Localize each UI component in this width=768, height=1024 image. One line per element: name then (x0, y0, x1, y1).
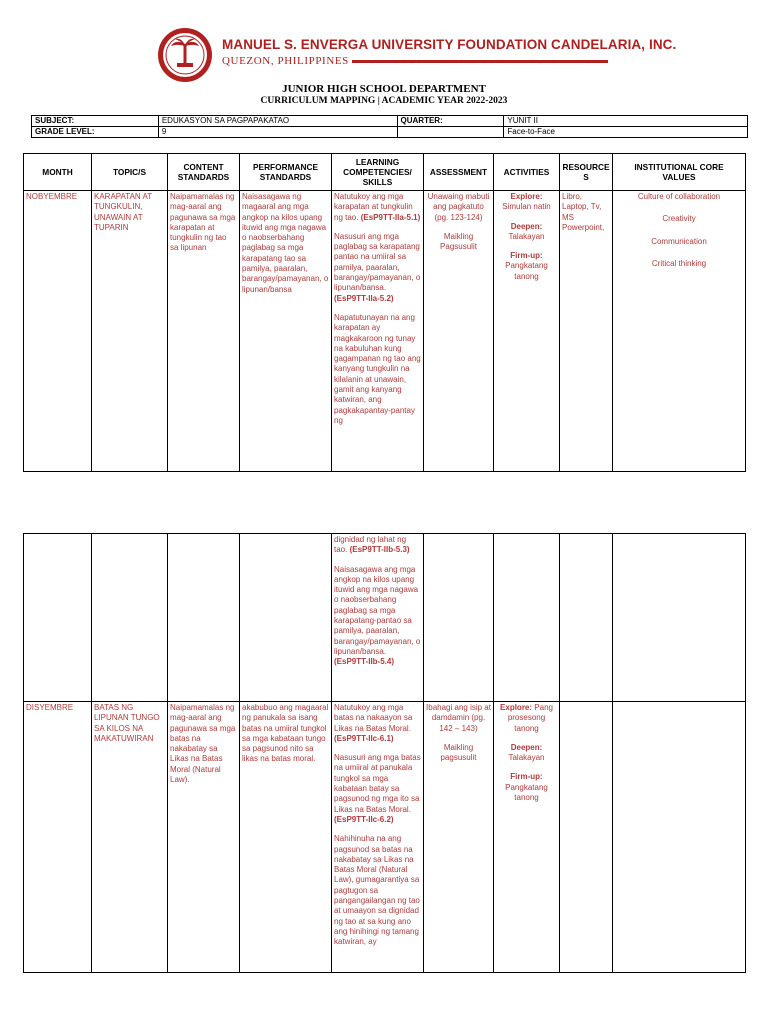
col-resources: RESOURCE S (560, 154, 613, 191)
resources-cell: Libro, Laptop, Tv, MS Powerpoint, (560, 191, 613, 472)
curriculum-table-part2 (23, 533, 746, 973)
topic-cell: KARAPATAN AT TUNGKULIN, UNAWAIN AT TUPARIN (92, 191, 168, 472)
learning-competency-cell: Natutukoy ang mga batas na nakaayon sa Likas na Batas Moral. (EsP9TT-IIc-6.1) Nasusuri ang mga batas na umiiral at panukala tungkol sa mga kabataan batay sa pagsunod ng mga ito sa Likas na Batas Moral. (EsP9TT-IIc-6.2) Nahihinuha na ang pagsunod sa batas na nakabatay sa Likas na Batas Moral (Natural Law), gumagarantiya sa pagtugon sa pangangailangan ng tao at umaayon sa dignidad ng tao at sa kung ano ang hinihingi ng tamang katwiran, ay (332, 702, 424, 973)
grade-label: GRADE LEVEL: (32, 127, 159, 138)
activities-cell: Explore: Simulan natin Deepen: Talakayan Firm-up: Pangkatang tanong (494, 191, 560, 472)
core-values-cell: Culture of collaboration Creativity Communication Critical thinking (613, 191, 746, 472)
curriculum-mapping-title: CURRICULUM MAPPING | ACADEMIC YEAR 2022-2023 (260, 96, 508, 106)
header-divider (352, 60, 608, 63)
col-activities: ACTIVITIES (494, 154, 560, 191)
subject-label: SUBJECT: (32, 116, 159, 127)
col-performance-standards: PERFORMANCE STANDARDS (240, 154, 332, 191)
quarter-label: QUARTER: (397, 116, 504, 127)
performance-standard-cell: Naisasagawa ng magaaral ang mga angkop na kilos upang ituwid ang mga nagawa o naobserbahang paglabag sa mga karapatang tao sa pamilya, paaralan, barangay/pamayanan, o lipunan/bansa (240, 191, 332, 472)
quarter-value: YUNIT II (504, 116, 748, 127)
grade-value: 9 (158, 127, 397, 138)
assessment-cell: Ibahagi ang isip at damdamin (pg. 142 – 143) Maikling pagsusulit (424, 702, 494, 973)
empty-cell (397, 127, 504, 138)
content-standard-cell: Naipamamalas ng mag-aaral ang pagunawa sa mga batas na nakabatay sa Likas na Batas Moral (Natural Law). (168, 702, 240, 973)
col-learning-competencies: LEARNING COMPETENCIES/ SKILLS (332, 154, 424, 191)
university-location: QUEZON, PHILIPPINES (222, 55, 349, 67)
info-table (31, 115, 748, 138)
performance-standard-cell: akabubuo ang magaaral ng panukala sa isang batas na umiiral tungkol sa mga kabataan tungo sa pagsunod nito sa likas na batas moral. (240, 702, 332, 973)
month-cell: NOBYEMBRE (24, 191, 92, 472)
col-core-values: INSTITUTIONAL CORE VALUES (613, 154, 746, 191)
col-assessment: ASSESSMENT (424, 154, 494, 191)
col-month: MONTH (24, 154, 92, 191)
activities-cell: Explore: Pang prosesong tanong Deepen: Talakayan Firm-up: Pangkatang tanong (494, 702, 560, 973)
learning-competency-cell: Natutukoy ang mga karapatan at tungkulin ng tao. (EsP9TT-IIa-5.1) Nasusuri ang mga paglabag sa karapatang pantao na umiiral sa pamilya, paaralan, barangay/pamayanan, o lipunan/bansa. (EsP9TT-IIa-5.2) Napatutunayan na ang karapatan ay magkakaroon ng tunay na kabuluhan kung gagampanan ng tao ang kanyang tungkulin na kilalanin at unawain, gamit ang kanyang katwiran, ang pagkakapantay-pantay ng (332, 191, 424, 472)
topic-cell: BATAS NG LIPUNAN TUNGO SA KILOS NA MAKATUWIRAN (92, 702, 168, 973)
table-row-nobyembre (24, 191, 746, 472)
curriculum-table-part1 (23, 153, 746, 472)
month-cell: DISYEMBRE (24, 702, 92, 973)
col-content-standards: CONTENT STANDARDS (168, 154, 240, 191)
subject-value: EDUKASYON SA PAGPAPAKATAO (158, 116, 397, 127)
modality-value: Face-to-Face (504, 127, 748, 138)
assessment-cell: Unawaing mabuti ang pagkatuto (pg. 123-124) Maikling Pagsusulit (424, 191, 494, 472)
university-seal-logo (157, 27, 213, 83)
department-title: JUNIOR HIGH SCHOOL DEPARTMENT (282, 83, 486, 95)
learning-competency-cell: dignidad ng lahat ng tao. (EsP9TT-IIb-5.3) Naisasagawa ang mga angkop na kilos upang ituwid ang mga nagawa o naobserbahang paglabag sa mga karapatang-pantao sa pamilya, paaralan, barangay/pamayanan, o lipunan/bansa. (EsP9TT-IIb-5.4) (332, 534, 424, 702)
university-name: MANUEL S. ENVERGA UNIVERSITY FOUNDATION CANDELARIA, INC. (222, 37, 677, 52)
table-row-disyembre (24, 702, 746, 973)
col-topics: TOPIC/S (92, 154, 168, 191)
table-row-continuation (24, 534, 746, 702)
content-standard-cell: Naipamamalas ng mag-aaral ang pagunawa sa mga karapatan at tungkulin ng tao sa lipunan (168, 191, 240, 472)
